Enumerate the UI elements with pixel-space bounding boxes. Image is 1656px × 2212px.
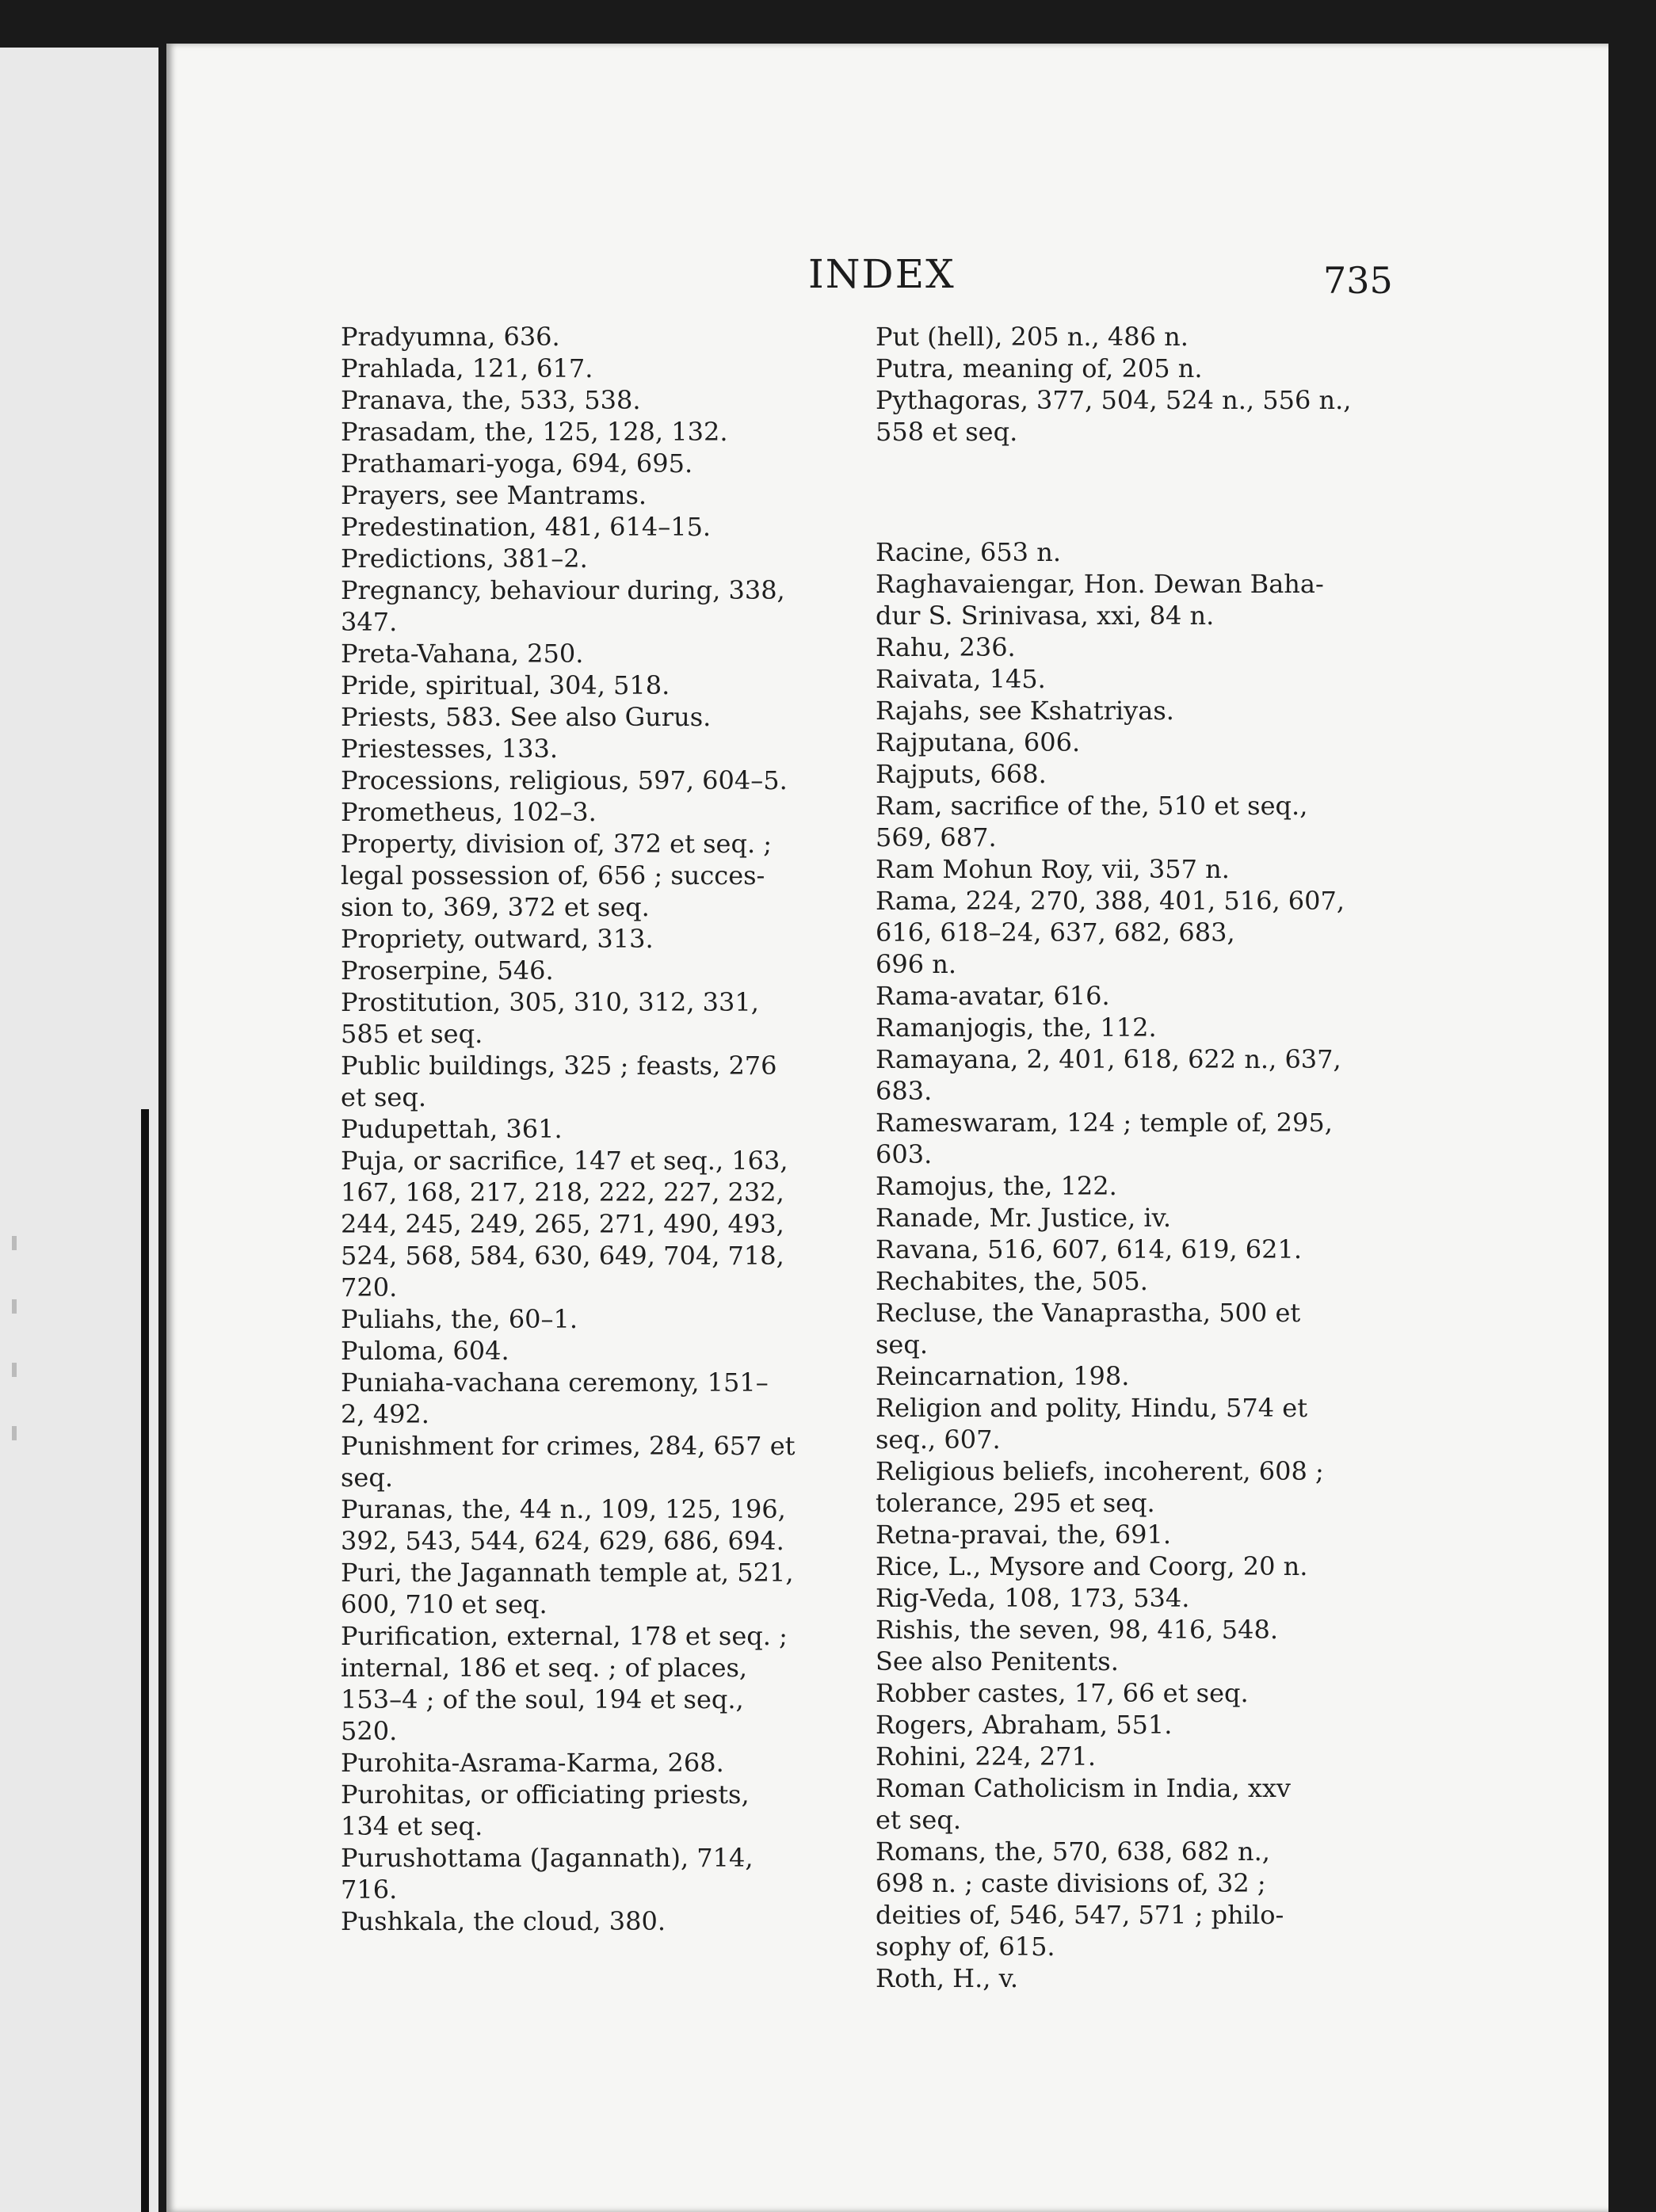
index-line: Prostitution, 305, 310, 312, 331, (341, 987, 759, 1017)
index-column-right (876, 321, 1398, 1994)
index-line: 392, 543, 544, 624, 629, 686, 694. (341, 1526, 784, 1556)
binding-spine (141, 1109, 149, 2212)
index-line: Preta-Vahana, 250. (341, 639, 584, 669)
index-line: Rogers, Abraham, 551. (876, 1710, 1173, 1740)
index-line: See also Penitents. (876, 1646, 1119, 1676)
index-line: dur S. Srinivasa, xxi, 84 n. (876, 601, 1215, 631)
index-line: Racine, 653 n. (876, 537, 1061, 567)
index-line: Rajputana, 606. (876, 727, 1081, 757)
index-line: Raivata, 145. (876, 664, 1046, 694)
index-line: 616, 618–24, 637, 682, 683, (876, 917, 1235, 948)
index-line: Pranava, the, 533, 538. (341, 385, 641, 415)
index-line: Rechabites, the, 505. (876, 1266, 1148, 1296)
index-line: seq. (341, 1463, 394, 1493)
index-line: Public buildings, 325 ; feasts, 276 (341, 1051, 777, 1081)
index-line: 347. (341, 607, 398, 637)
index-line: Ramanjogis, the, 112. (876, 1013, 1157, 1043)
running-head (166, 219, 1608, 307)
page-edge-mark (12, 1363, 17, 1377)
index-page (166, 44, 1608, 2212)
index-line: 698 n. ; caste divisions of, 32 ; (876, 1868, 1266, 1898)
index-line: Proserpine, 546. (341, 955, 554, 986)
index-line: Rameswaram, 124 ; temple of, 295, (876, 1108, 1333, 1138)
index-line: 134 et seq. (341, 1811, 483, 1841)
index-line: 524, 568, 584, 630, 649, 704, 718, (341, 1241, 784, 1271)
index-line: Rama-avatar, 616. (876, 981, 1110, 1011)
index-line: Prathamari-yoga, 694, 695. (341, 448, 693, 479)
index-line: Pushkala, the cloud, 380. (341, 1906, 666, 1936)
index-line: Prayers, see Mantrams. (341, 480, 647, 510)
index-column-left (341, 321, 848, 1937)
index-line: Predestination, 481, 614–15. (341, 512, 712, 542)
index-line: Ranade, Mr. Justice, iv. (876, 1203, 1172, 1233)
page-number: 735 (1323, 259, 1393, 302)
index-line: Ravana, 516, 607, 614, 619, 621. (876, 1234, 1303, 1264)
index-line: Rishis, the seven, 98, 416, 548. (876, 1615, 1278, 1645)
index-line: 603. (876, 1139, 933, 1169)
index-line: 2, 492. (341, 1399, 429, 1429)
index-line: sophy of, 615. (876, 1932, 1055, 1962)
index-line: Pride, spiritual, 304, 518. (341, 670, 670, 700)
index-line: Property, division of, 372 et seq. ; (341, 829, 773, 859)
facing-page-edge (0, 48, 158, 2212)
index-line: Religious beliefs, incoherent, 608 ; (876, 1456, 1324, 1486)
index-line: 520. (341, 1716, 398, 1746)
index-line: Ramojus, the, 122. (876, 1171, 1117, 1201)
index-line: 167, 168, 217, 218, 222, 227, 232, (341, 1177, 784, 1207)
index-line: Purification, external, 178 et seq. ; (341, 1621, 788, 1651)
index-line: Put (hell), 205 n., 486 n. (876, 322, 1189, 352)
index-line: Puniaha-vachana ceremony, 151– (341, 1367, 769, 1398)
index-line: Rohini, 224, 271. (876, 1741, 1097, 1772)
index-line: Romans, the, 570, 638, 682 n., (876, 1836, 1270, 1867)
index-line: 696 n. (876, 949, 957, 979)
index-line: Puliahs, the, 60–1. (341, 1304, 578, 1334)
index-line: Prometheus, 102–3. (341, 797, 597, 827)
index-line: Recluse, the Vanaprastha, 500 et (876, 1298, 1301, 1328)
index-line: Pregnancy, behaviour during, 338, (341, 575, 785, 605)
index-line: sion to, 369, 372 et seq. (341, 892, 650, 922)
index-line: Punishment for crimes, 284, 657 et (341, 1431, 796, 1461)
index-line: internal, 186 et seq. ; of places, (341, 1653, 748, 1683)
index-line: Predictions, 381–2. (341, 543, 588, 574)
index-line: Rama, 224, 270, 388, 401, 516, 607, (876, 886, 1345, 916)
index-line: Ramayana, 2, 401, 618, 622 n., 637, (876, 1044, 1341, 1074)
index-line: Puri, the Jagannath temple at, 521, (341, 1558, 794, 1588)
index-line: Pudupettah, 361. (341, 1114, 563, 1144)
index-line: Rahu, 236. (876, 632, 1016, 662)
index-line: Ram Mohun Roy, vii, 357 n. (876, 854, 1230, 884)
index-line: 585 et seq. (341, 1019, 483, 1049)
index-line: Pythagoras, 377, 504, 524 n., 556 n., (876, 385, 1352, 415)
index-line: 153–4 ; of the soul, 194 et seq., (341, 1684, 744, 1714)
index-line: Rice, L., Mysore and Coorg, 20 n. (876, 1551, 1308, 1581)
index-line: Religion and polity, Hindu, 574 et (876, 1393, 1308, 1423)
index-line: Rig-Veda, 108, 173, 534. (876, 1583, 1190, 1613)
page-title: INDEX (808, 251, 956, 297)
index-line: Purushottama (Jagannath), 714, (341, 1843, 754, 1873)
index-line: 244, 245, 249, 265, 271, 490, 493, (341, 1209, 784, 1239)
index-line: Raghavaiengar, Hon. Dewan Baha- (876, 569, 1324, 599)
index-line: Prasadam, the, 125, 128, 132. (341, 417, 728, 447)
index-line (876, 473, 1398, 511)
index-line: Rajputs, 668. (876, 759, 1047, 789)
index-line: Purohita-Asrama-Karma, 268. (341, 1748, 724, 1778)
index-line: 683. (876, 1076, 933, 1106)
index-line: tolerance, 295 et seq. (876, 1488, 1155, 1518)
page-edge-mark (12, 1236, 17, 1250)
index-line: Processions, religious, 597, 604–5. (341, 765, 788, 795)
index-line: Roman Catholicism in India, xxv (876, 1773, 1291, 1803)
index-line: deities of, 546, 547, 571 ; philo- (876, 1900, 1284, 1930)
index-line: et seq. (876, 1805, 961, 1835)
index-line: 569, 687. (876, 822, 997, 852)
index-line: Puranas, the, 44 n., 109, 125, 196, (341, 1494, 786, 1524)
index-line: 716. (341, 1874, 398, 1905)
index-line: Robber castes, 17, 66 et seq. (876, 1678, 1249, 1708)
index-line: Ram, sacrifice of the, 510 et seq., (876, 791, 1308, 821)
page-edge-mark (12, 1299, 17, 1314)
index-line: Roth, H., v. (876, 1963, 1019, 1993)
index-line: Puja, or sacrifice, 147 et seq., 163, (341, 1146, 788, 1176)
index-line: legal possession of, 656 ; succes- (341, 860, 765, 891)
index-line: et seq. (341, 1082, 426, 1112)
index-line: Rajahs, see Kshatriyas. (876, 696, 1174, 726)
index-line: Prahlada, 121, 617. (341, 353, 593, 383)
index-line: Putra, meaning of, 205 n. (876, 353, 1203, 383)
page-edge-mark (12, 1426, 17, 1440)
index-line: Retna-pravai, the, 691. (876, 1520, 1171, 1550)
index-line: 720. (341, 1272, 398, 1302)
index-line: 600, 710 et seq. (341, 1589, 548, 1619)
index-line: Pradyumna, 636. (341, 322, 560, 352)
index-line: Priestesses, 133. (341, 734, 559, 764)
index-line: Puloma, 604. (341, 1336, 509, 1366)
index-line: 558 et seq. (876, 417, 1018, 447)
index-line: Purohitas, or officiating priests, (341, 1779, 750, 1810)
index-line: Propriety, outward, 313. (341, 924, 654, 954)
index-line: Reincarnation, 198. (876, 1361, 1130, 1391)
index-line: Priests, 583. See also Gurus. (341, 702, 712, 732)
index-line: seq. (876, 1329, 929, 1360)
index-line: seq., 607. (876, 1424, 1001, 1455)
